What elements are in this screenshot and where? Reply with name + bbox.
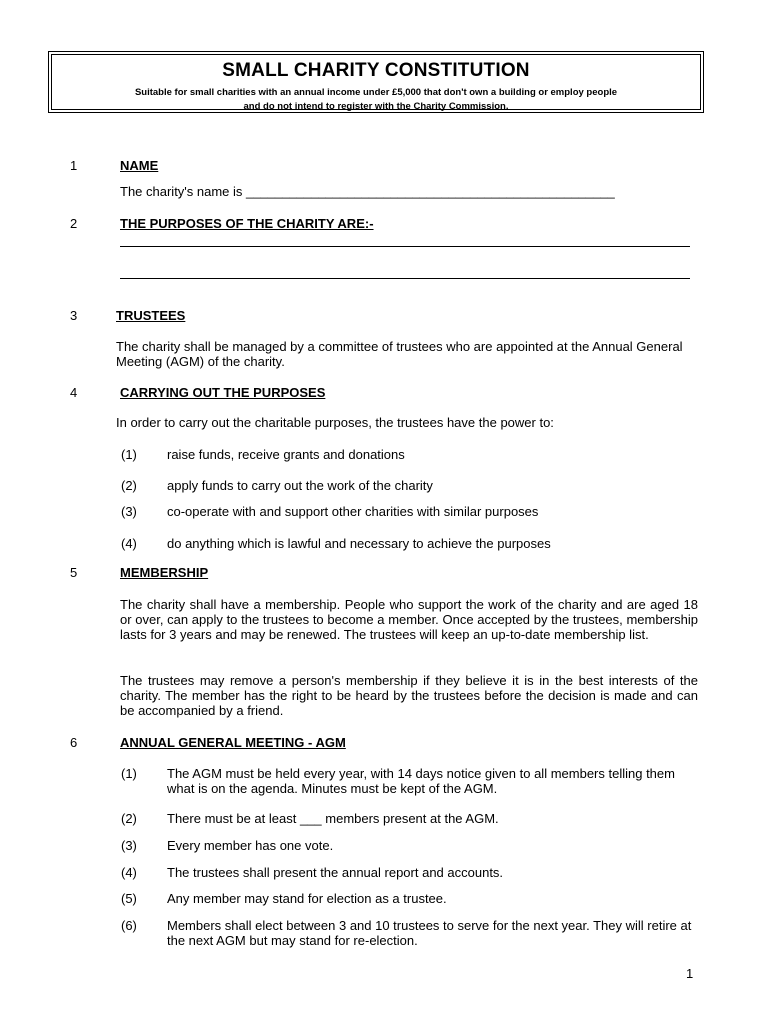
section-heading-agm: ANNUAL GENERAL MEETING - AGM bbox=[120, 735, 346, 750]
list-item-number: (1) bbox=[121, 447, 137, 462]
list-item-text: There must be at least ___ members present at the AGM. bbox=[167, 811, 499, 826]
section-heading-trustees: TRUSTEES bbox=[116, 308, 186, 323]
list-item-text: apply funds to carry out the work of the charity bbox=[167, 478, 433, 493]
section-heading-name: NAME bbox=[120, 158, 159, 173]
section-number: 5 bbox=[70, 565, 78, 580]
list-item-number: (1) bbox=[121, 766, 137, 781]
section-number: 3 bbox=[70, 308, 78, 323]
section-number: 6 bbox=[70, 735, 78, 750]
subtitle-line-2: and do not intend to register with the Charity Commission. bbox=[243, 101, 509, 112]
list-item-number: (4) bbox=[121, 865, 137, 880]
purposes-blank-line-2 bbox=[120, 278, 690, 279]
list-item-text: do anything which is lawful and necessary to achieve the purposes bbox=[167, 536, 551, 551]
list-item-number: (3) bbox=[121, 838, 137, 853]
document-subtitle bbox=[49, 86, 703, 114]
list-item-text: The AGM must be held every year, with 14 days notice given to all members telling them what is on the agenda. Minutes must be kept of the AGM. bbox=[167, 766, 675, 796]
section-number: 4 bbox=[70, 385, 78, 400]
charity-name-line: The charity's name is ___________________________________________________ bbox=[120, 184, 615, 199]
section-number: 2 bbox=[70, 216, 78, 231]
list-item-number: (2) bbox=[121, 811, 137, 826]
section-number: 1 bbox=[70, 158, 78, 173]
list-item-number: (4) bbox=[121, 536, 137, 551]
list-item-number: (3) bbox=[121, 504, 137, 519]
list-item-text: Every member has one vote. bbox=[167, 838, 334, 853]
powers-intro-text: In order to carry out the charitable purposes, the trustees have the power to: bbox=[116, 415, 554, 430]
list-item-text: Members shall elect between 3 and 10 trustees to serve for the next year. They will retire at the next AGM but may stand for re-election. bbox=[167, 918, 692, 948]
list-item-text: Any member may stand for election as a trustee. bbox=[167, 891, 447, 906]
list-item-text: co-operate with and support other charities with similar purposes bbox=[167, 504, 539, 519]
title-box bbox=[48, 51, 704, 113]
subtitle-line-1: Suitable for small charities with an annual income under £5,000 that don't own a building or employ people bbox=[134, 87, 618, 98]
section-heading-carrying-out: CARRYING OUT THE PURPOSES bbox=[120, 385, 326, 400]
purposes-blank-line-1 bbox=[120, 246, 690, 247]
membership-paragraph-2: The trustees may remove a person's membership if they believe it is in the best interests of the charity. The member has the right to be heard by the trustees before the decision is made and can be accompanied by a friend. bbox=[120, 673, 698, 718]
section-heading-membership: MEMBERSHIP bbox=[120, 565, 209, 580]
list-item-number: (2) bbox=[121, 478, 137, 493]
list-item-number: (5) bbox=[121, 891, 137, 906]
document-title: SMALL CHARITY CONSTITUTION bbox=[222, 60, 530, 81]
list-item-number: (6) bbox=[121, 918, 137, 933]
list-item-text: raise funds, receive grants and donations bbox=[167, 447, 405, 462]
list-item-text: The trustees shall present the annual report and accounts. bbox=[167, 865, 504, 880]
section-heading-purposes: THE PURPOSES OF THE CHARITY ARE:- bbox=[120, 216, 374, 231]
trustees-text: The charity shall be managed by a committee of trustees who are appointed at the Annual General Meeting (AGM) of the charity. bbox=[116, 339, 683, 369]
page-number: 1 bbox=[686, 966, 694, 981]
membership-paragraph-1: The charity shall have a membership. People who support the work of the charity and are aged 18 or over, can apply to the trustees to become a member. Once accepted by the trustees, membership lasts for 3 years and may be renewed. The trustees will keep an up-to-date membership list. bbox=[120, 597, 698, 642]
